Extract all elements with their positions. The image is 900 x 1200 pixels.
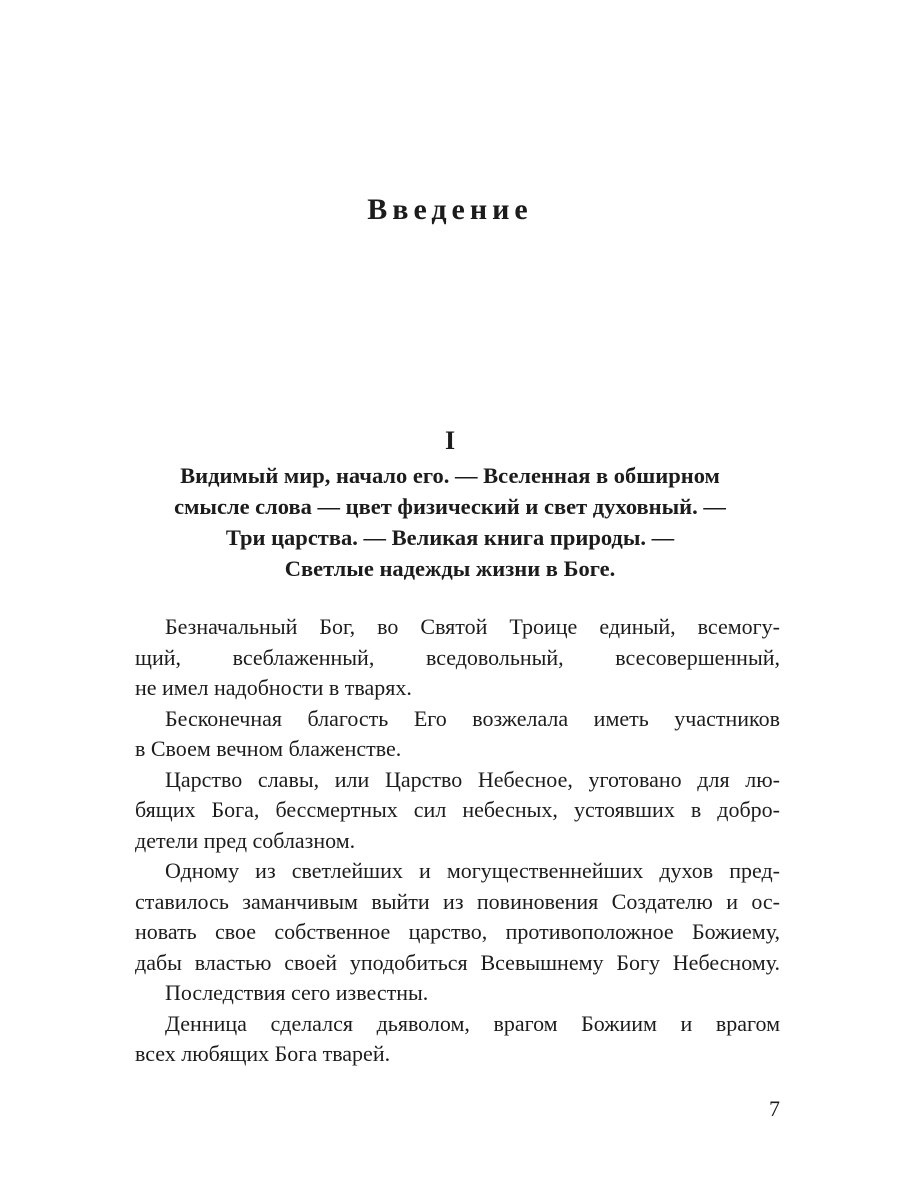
- summary-line: смысле слова — цвет физический и свет духовный. —: [174, 494, 726, 519]
- text-line: Бесконечная благость Его возжелала иметь участников: [165, 705, 780, 731]
- section-summary: [120, 460, 780, 584]
- body-text: [135, 612, 780, 1070]
- summary-line: Видимый мир, начало его. — Вселенная в обширном: [180, 463, 720, 488]
- text-line: Денница сделался дьяволом, врагом Божиим и врагом: [165, 1010, 780, 1036]
- text-line: Безначальный Бог, во Святой Троице единый, всемогу-: [165, 614, 780, 639]
- paragraph: [135, 612, 780, 704]
- text-line: бящих Бога, бессмертных сил небесных, устоявших в добро-: [135, 797, 780, 822]
- paragraph: [135, 856, 780, 978]
- text-line: дабы властью своей уподобиться Всевышнему Богу Небесному.: [135, 949, 780, 975]
- paragraph: [135, 978, 780, 1009]
- text-line: ставилось заманчивым выйти из повиновения Создателю и ос-: [135, 888, 780, 914]
- summary-line: Три царства. — Великая книга природы. —: [225, 525, 675, 550]
- text-line: детели пред соблазном.: [135, 827, 356, 853]
- section-number: I: [444, 426, 456, 455]
- text-line: новать свое собственное царство, противоположное Божиему,: [135, 919, 780, 944]
- text-line: щий, всеблаженный, вседовольный, всесовершенный,: [135, 644, 780, 670]
- text-line: не имел надобности в тварях.: [135, 675, 412, 700]
- text-line: Последствия сего известны.: [165, 980, 429, 1005]
- page-number: 7: [769, 1096, 780, 1121]
- chapter-title: Введение: [367, 193, 533, 226]
- text-line: всех любящих Бога тварей.: [135, 1041, 391, 1066]
- text-line: в Своем вечном блаженстве.: [135, 736, 402, 761]
- paragraph: [135, 765, 780, 857]
- text-line: Одному из светлейших и могущественнейших духов пред-: [165, 858, 780, 883]
- text-line: Царство славы, или Царство Небесное, уготовано для лю-: [165, 766, 780, 792]
- summary-line: Светлые надежды жизни в Боге.: [284, 556, 616, 581]
- paragraph: [135, 1009, 780, 1070]
- paragraph: [135, 704, 780, 765]
